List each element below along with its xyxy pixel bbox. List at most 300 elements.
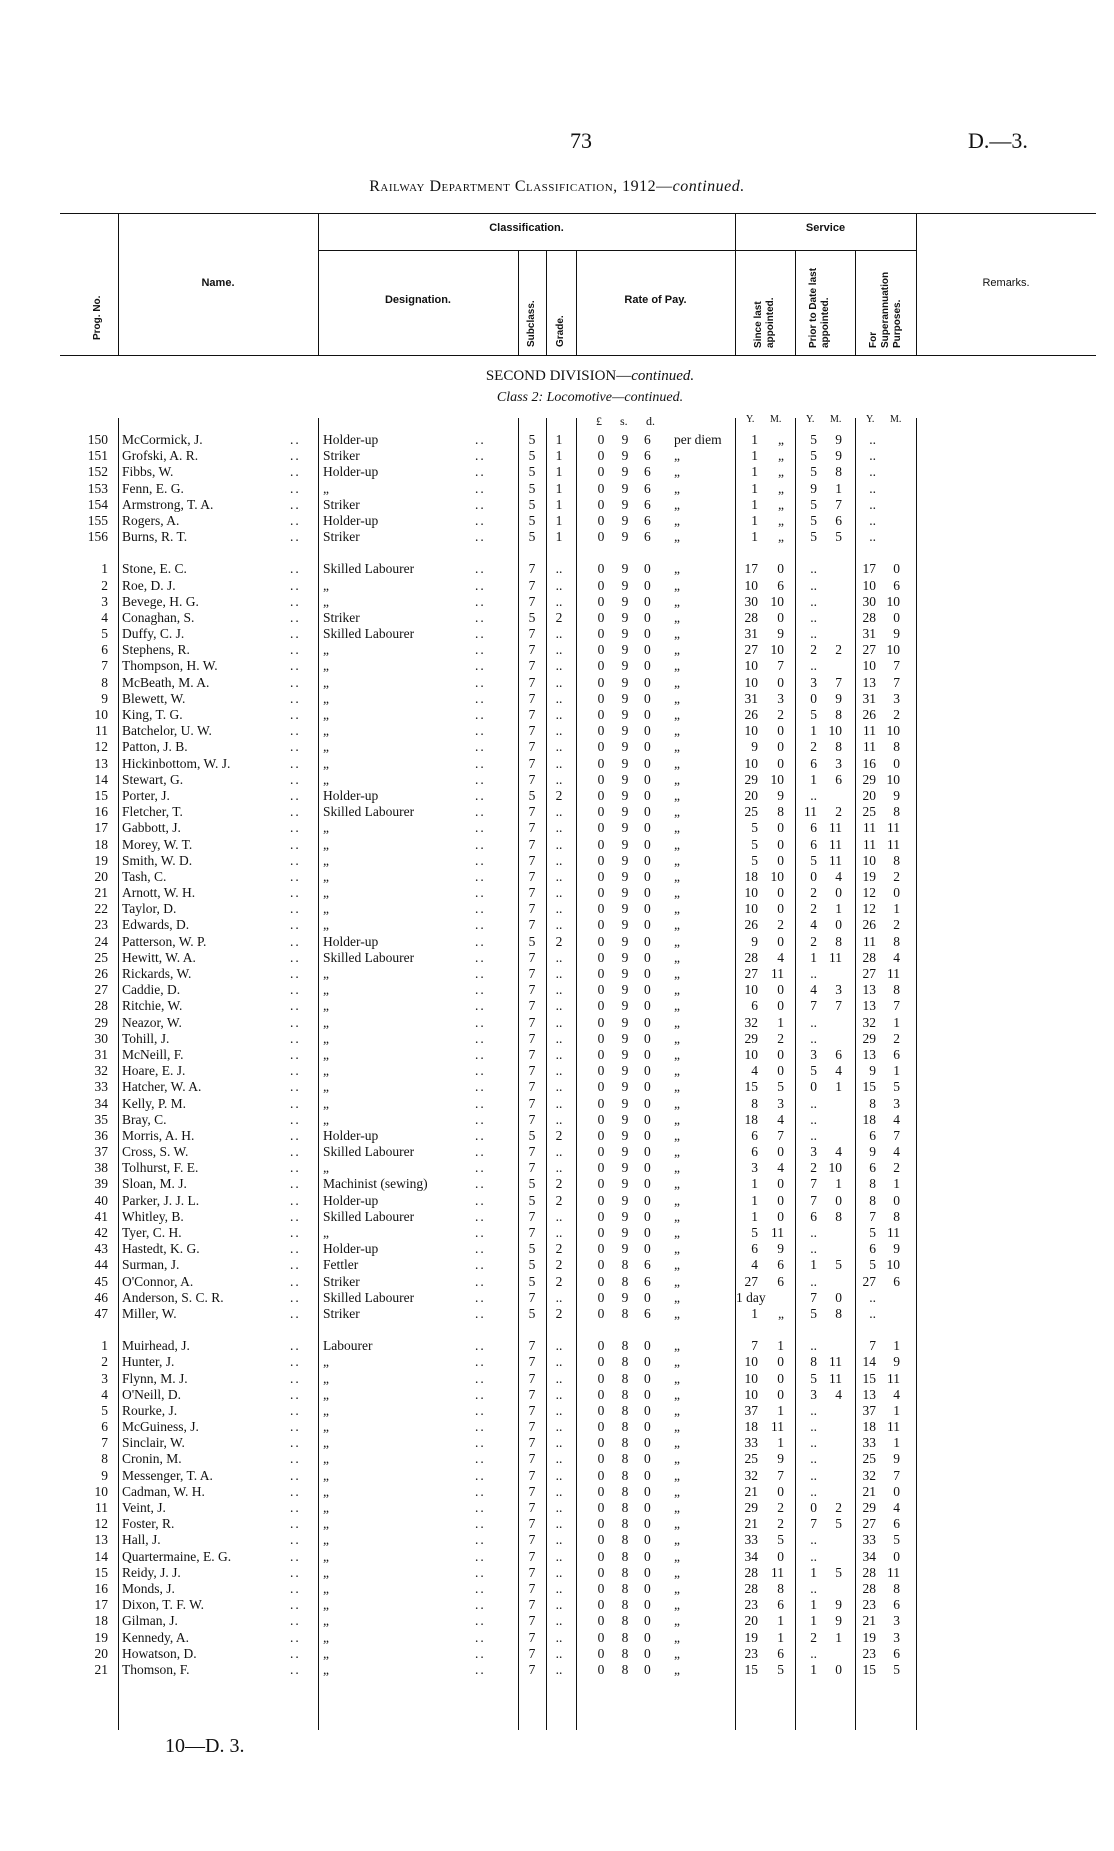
cell-subclass: 7 — [528, 1564, 536, 1580]
cell-grade: .. — [555, 1564, 563, 1580]
cell-since-years: 6 — [751, 1127, 758, 1143]
cell-pay-pence: 0 — [644, 787, 651, 803]
cell-designation: „ — [323, 982, 329, 998]
cell-prior-months: 4 — [835, 1144, 842, 1160]
table-row — [0, 1063, 1114, 1079]
cell-designation: Skilled Labourer — [323, 804, 415, 820]
cell-name: Tohill, J. — [122, 1030, 170, 1046]
cell-pay-pence: 0 — [644, 1516, 651, 1532]
cell-name: Sloan, M. J. — [122, 1176, 187, 1192]
cell-prog-no: 28 — [94, 998, 108, 1014]
cell-subclass: 7 — [528, 885, 536, 901]
cell-pay-note: „ — [674, 626, 680, 642]
header-classification: Classification. — [489, 222, 564, 234]
cell-super-years: 7 — [869, 1208, 876, 1224]
cell-pay-shillings: 9 — [621, 609, 629, 625]
cell-super-years: 19 — [862, 868, 876, 884]
cell-super-months: 8 — [893, 933, 900, 949]
cell-name: Edwards, D. — [122, 917, 190, 933]
cell-pay-pence: 0 — [644, 885, 651, 901]
cell-subclass: 7 — [528, 1500, 536, 1515]
cell-pay-pounds: 0 — [597, 626, 605, 642]
cell-grade: .. — [555, 561, 563, 577]
cell-prog-no: 25 — [94, 949, 108, 965]
table-row — [0, 1274, 1114, 1290]
leader-dots: .. — [475, 949, 486, 965]
cell-prior-months: 5 — [835, 1516, 842, 1532]
cell-pay-note: per diem — [674, 432, 722, 447]
cell-name: Howatson, D. — [122, 1645, 197, 1661]
cell-pay-note: „ — [674, 609, 680, 625]
cell-pay-pounds: 0 — [597, 1629, 605, 1645]
cell-pay-pounds: 0 — [597, 496, 605, 512]
cell-name: Thompson, H. W. — [122, 658, 218, 674]
cell-prog-no: 19 — [94, 852, 108, 868]
cell-grade: .. — [555, 1516, 563, 1532]
leader-dots: .. — [290, 1661, 301, 1677]
leader-dots: .. — [475, 642, 486, 658]
cell-super-years: 26 — [862, 707, 876, 722]
cell-pay-shillings: 8 — [621, 1273, 629, 1289]
group-spacer — [0, 1322, 1114, 1338]
cell-pay-pounds: 0 — [597, 771, 605, 787]
cell-name: Miller, W. — [122, 1305, 177, 1321]
cell-grade: .. — [555, 707, 563, 722]
cell-grade: 1 — [555, 432, 563, 447]
cell-prog-no: 11 — [95, 1500, 108, 1515]
cell-since-months: 0 — [777, 836, 784, 852]
cell-pay-shillings: 9 — [621, 1030, 629, 1046]
cell-designation: Striker — [323, 609, 360, 625]
cell-name: Morey, W. T. — [122, 836, 193, 852]
cell-since-years: 28 — [744, 609, 758, 625]
cell-subclass: 7 — [528, 723, 536, 739]
leader-dots: .. — [475, 1629, 486, 1645]
cell-pay-pence: 0 — [644, 609, 651, 625]
cell-designation: Striker — [323, 529, 360, 545]
cell-pay-shillings: 9 — [621, 642, 629, 658]
cell-pay-shillings: 9 — [621, 820, 629, 836]
cell-pay-pence: 0 — [644, 1629, 651, 1645]
cell-subclass: 7 — [528, 1386, 536, 1402]
cell-pay-pence: 0 — [644, 1354, 651, 1370]
cell-name: Patterson, W. P. — [122, 933, 207, 949]
cell-super-years: 23 — [862, 1597, 876, 1613]
leader-dots: .. — [475, 1014, 486, 1030]
cell-pay-note: „ — [674, 949, 680, 965]
leader-dots: .. — [475, 1241, 486, 1257]
cell-pay-note: „ — [674, 529, 680, 545]
cell-pay-note: „ — [674, 1629, 680, 1645]
document-reference: D.—3. — [968, 128, 1028, 153]
cell-subclass: 7 — [528, 1208, 536, 1224]
cell-grade: .. — [555, 1483, 563, 1499]
cell-pay-shillings: 8 — [621, 1613, 629, 1629]
cell-name: Surman, J. — [122, 1257, 180, 1273]
cell-super-years: 13 — [862, 674, 876, 690]
leader-dots: .. — [290, 707, 301, 722]
cell-pay-pence: 0 — [644, 1176, 651, 1192]
table-row — [0, 1209, 1114, 1225]
cell-pay-shillings: 9 — [621, 432, 629, 447]
cell-pay-note: „ — [674, 917, 680, 933]
cell-designation: „ — [323, 901, 329, 917]
cell-since-years: 10 — [744, 982, 758, 998]
cell-designation: „ — [323, 1467, 329, 1483]
cell-super-months: 4 — [893, 1144, 900, 1160]
cell-since-years: 5 — [751, 820, 758, 836]
cell-designation: „ — [323, 1564, 329, 1580]
cell-super-years: 16 — [862, 755, 876, 771]
cell-prior-years: 5 — [810, 448, 817, 464]
leader-dots: .. — [475, 1354, 486, 1370]
cell-since-years: 31 — [744, 626, 758, 642]
leader-dots: .. — [475, 739, 486, 755]
leader-dots: .. — [290, 1467, 301, 1483]
cell-subclass: 7 — [528, 1516, 536, 1532]
cell-pay-note: „ — [674, 787, 680, 803]
cell-grade: .. — [555, 1500, 563, 1515]
table-row — [0, 1419, 1114, 1435]
leader-dots: .. — [475, 1516, 486, 1532]
cell-prior-years: 5 — [810, 1370, 817, 1386]
cell-grade: .. — [555, 1225, 563, 1240]
cell-prior-years: .. — [810, 1483, 817, 1499]
header-since-last-appointed: Since last appointed. — [753, 297, 776, 348]
cell-pay-note: „ — [674, 1516, 680, 1532]
cell-prior-years: .. — [810, 1338, 817, 1354]
cell-subclass: 7 — [528, 1014, 536, 1030]
cell-prior-months: 11 — [829, 1370, 842, 1386]
cell-prog-no: 15 — [94, 787, 108, 803]
cell-name: Parker, J. J. L. — [122, 1192, 200, 1208]
cell-prior-years: .. — [810, 1111, 817, 1127]
cell-super-months: 4 — [893, 1500, 900, 1515]
cell-super-years: 17 — [862, 561, 876, 577]
cell-prog-no: 30 — [94, 1030, 108, 1046]
cell-prior-months: 2 — [835, 1500, 842, 1515]
cell-since-months: 0 — [777, 998, 784, 1014]
leader-dots: .. — [475, 885, 486, 901]
cell-pay-pounds: 0 — [597, 674, 605, 690]
cell-pay-shillings: 8 — [621, 1305, 629, 1321]
cell-super-years: 32 — [862, 1467, 876, 1483]
leader-dots: .. — [475, 804, 486, 820]
leader-dots: .. — [290, 1629, 301, 1645]
cell-pay-shillings: 9 — [621, 1208, 629, 1224]
cell-grade: .. — [555, 1386, 563, 1402]
cell-pay-pence: 0 — [644, 1030, 651, 1046]
cell-name: Kelly, P. M. — [122, 1095, 187, 1111]
table-row — [0, 658, 1114, 674]
table-row — [0, 1451, 1114, 1467]
cell-since-years: 10 — [744, 674, 758, 690]
cell-since-years: 23 — [744, 1645, 758, 1661]
cell-subclass: 7 — [528, 1629, 536, 1645]
cell-designation: „ — [323, 1435, 329, 1451]
cell-name: Rogers, A. — [122, 512, 180, 528]
cell-super-years: 11 — [863, 836, 876, 852]
cell-prior-months: 10 — [828, 1160, 842, 1176]
table-row — [0, 1435, 1114, 1451]
table-row — [0, 1193, 1114, 1209]
cell-since-years: 1 day — [736, 1289, 766, 1305]
cell-super-years: 15 — [862, 1079, 876, 1095]
cell-designation: „ — [323, 966, 329, 981]
cell-pay-pounds: 0 — [597, 1127, 605, 1143]
cell-pay-shillings: 9 — [621, 1144, 629, 1160]
cell-designation: „ — [323, 1402, 329, 1418]
cell-pay-pence: 0 — [644, 901, 651, 917]
cell-super-years: 7 — [869, 1338, 876, 1354]
cell-designation: Holder-up — [323, 432, 379, 447]
cell-grade: .. — [555, 1370, 563, 1386]
cell-super-years: 5 — [869, 1257, 876, 1273]
table-row — [0, 966, 1114, 982]
cell-prior-months: 6 — [835, 512, 842, 528]
cell-grade: .. — [555, 1144, 563, 1160]
cell-super-months: 8 — [893, 1208, 900, 1224]
cell-pay-note: „ — [674, 1241, 680, 1257]
cell-grade: .. — [555, 917, 563, 933]
cell-pay-shillings: 8 — [621, 1661, 629, 1677]
cell-pay-pence: 0 — [644, 1467, 651, 1483]
cell-pay-pence: 0 — [644, 1435, 651, 1451]
table-row — [0, 464, 1114, 480]
cell-prog-no: 18 — [94, 1613, 108, 1629]
cell-prior-years: .. — [810, 787, 817, 803]
cell-since-years: 10 — [744, 755, 758, 771]
cell-prior-years: 5 — [810, 852, 817, 868]
cell-pay-pounds: 0 — [597, 1580, 605, 1596]
cell-name: Fenn, E. G. — [122, 480, 184, 496]
cell-prior-years: 3 — [810, 1144, 817, 1160]
cell-pay-pounds: 0 — [597, 577, 605, 593]
cell-prog-no: 21 — [94, 885, 108, 901]
table-row — [0, 1565, 1114, 1581]
cell-since-months: 0 — [777, 609, 784, 625]
cell-pay-pounds: 0 — [597, 512, 605, 528]
cell-pay-shillings: 9 — [621, 496, 629, 512]
leader-dots: .. — [290, 1613, 301, 1629]
cell-name: Tolhurst, F. E. — [122, 1160, 199, 1176]
leader-dots: .. — [290, 1030, 301, 1046]
cell-pay-note: „ — [674, 1500, 680, 1515]
cell-subclass: 7 — [528, 917, 536, 933]
cell-prior-months: 3 — [835, 755, 842, 771]
cell-super-months: 11 — [887, 966, 900, 981]
leader-dots: .. — [475, 917, 486, 933]
cell-prior-months: 2 — [835, 804, 842, 820]
cell-since-months: 0 — [777, 1386, 784, 1402]
leader-dots: .. — [475, 496, 486, 512]
cell-name: Duffy, C. J. — [122, 626, 185, 642]
cell-prior-years: 2 — [810, 739, 817, 755]
cell-designation: „ — [323, 998, 329, 1014]
cell-pay-note: „ — [674, 1548, 680, 1564]
cell-since-years: 10 — [744, 1046, 758, 1062]
cell-prior-months: 8 — [835, 933, 842, 949]
cell-name: Cadman, W. H. — [122, 1483, 205, 1499]
table-row — [0, 1387, 1114, 1403]
cell-prior-years: 6 — [810, 1208, 817, 1224]
cell-subclass: 7 — [528, 642, 536, 658]
cell-pay-shillings: 8 — [621, 1257, 629, 1273]
cell-super-years: 13 — [862, 1386, 876, 1402]
cell-designation: „ — [323, 1629, 329, 1645]
cell-prog-no: 7 — [101, 658, 108, 674]
cell-grade: 1 — [555, 496, 563, 512]
cell-grade: .. — [555, 966, 563, 981]
cell-name: Stephens, R. — [122, 642, 190, 658]
leader-dots: .. — [290, 529, 301, 545]
cell-grade: .. — [555, 1661, 563, 1677]
leader-dots: .. — [475, 1532, 486, 1548]
table-row — [0, 1516, 1114, 1532]
cell-since-years: 1 — [751, 464, 758, 480]
cell-subclass: 5 — [528, 432, 536, 447]
cell-pay-pence: 0 — [644, 982, 651, 998]
cell-since-months: 2 — [777, 1500, 784, 1515]
cell-pay-pence: 6 — [644, 1305, 651, 1321]
cell-grade: .. — [555, 1613, 563, 1629]
cell-grade: .. — [555, 1402, 563, 1418]
section-title — [0, 368, 1114, 385]
leader-dots: .. — [290, 723, 301, 739]
cell-super-months: 11 — [887, 820, 900, 836]
cell-name: McBeath, M. A. — [122, 674, 210, 690]
cell-since-months: 11 — [771, 1564, 784, 1580]
cell-super-months: 7 — [893, 674, 900, 690]
cell-designation: „ — [323, 1532, 329, 1548]
cell-super-years: 21 — [862, 1483, 876, 1499]
cell-name: Neazor, W. — [122, 1014, 182, 1030]
cell-subclass: 7 — [528, 1370, 536, 1386]
cell-prog-no: 12 — [94, 739, 108, 755]
cell-super-years: 15 — [862, 1661, 876, 1677]
cell-super-months: 5 — [893, 1661, 900, 1677]
cell-pay-note: „ — [674, 1144, 680, 1160]
cell-pay-pounds: 0 — [597, 529, 605, 545]
cell-pay-pence: 0 — [644, 1127, 651, 1143]
cell-pay-pounds: 0 — [597, 1030, 605, 1046]
cell-pay-shillings: 9 — [621, 836, 629, 852]
cell-designation: Striker — [323, 1305, 360, 1321]
cell-pay-shillings: 9 — [621, 852, 629, 868]
cell-prior-years: 5 — [810, 1305, 817, 1321]
cell-name: Rourke, J. — [122, 1402, 178, 1418]
cell-super-months: 1 — [893, 1435, 900, 1451]
cell-super-years: 5 — [869, 1225, 876, 1240]
cell-grade: 2 — [555, 1273, 563, 1289]
table-row — [0, 950, 1114, 966]
cell-since-months: 0 — [777, 933, 784, 949]
cell-name: Foster, R. — [122, 1516, 175, 1532]
cell-prog-no: 11 — [95, 723, 108, 739]
cell-since-years: 10 — [744, 885, 758, 901]
table-row — [0, 1549, 1114, 1565]
cell-designation: „ — [323, 852, 329, 868]
cell-pay-pounds: 0 — [597, 1597, 605, 1613]
cell-name: Fibbs, W. — [122, 464, 174, 480]
cell-since-months: 0 — [777, 1176, 784, 1192]
cell-designation: „ — [323, 674, 329, 690]
cell-grade: .. — [555, 998, 563, 1014]
leader-dots: .. — [475, 755, 486, 771]
cell-name: Monds, J. — [122, 1580, 175, 1596]
leader-dots: .. — [475, 512, 486, 528]
cell-since-years: 4 — [751, 1257, 758, 1273]
table-row — [0, 756, 1114, 772]
page-number: 73 — [570, 128, 592, 153]
cell-since-months: 2 — [777, 1516, 784, 1532]
cell-prior-months: 5 — [835, 529, 842, 545]
cell-pay-shillings: 9 — [621, 626, 629, 642]
cell-super-years: 27 — [862, 1273, 876, 1289]
leader-dots: .. — [290, 966, 301, 981]
leader-dots: .. — [290, 1354, 301, 1370]
cell-pay-shillings: 9 — [621, 561, 629, 577]
cell-since-years: 25 — [744, 804, 758, 820]
leader-dots: .. — [290, 1257, 301, 1273]
leader-dots: .. — [475, 674, 486, 690]
cell-prior-months: 9 — [835, 1613, 842, 1629]
cell-subclass: 7 — [528, 1451, 536, 1467]
cell-pay-shillings: 9 — [621, 1095, 629, 1111]
cell-since-years: 1 — [751, 448, 758, 464]
cell-prior-years: 6 — [810, 755, 817, 771]
cell-subclass: 7 — [528, 739, 536, 755]
cell-subclass: 7 — [528, 1402, 536, 1418]
cell-pay-shillings: 9 — [621, 998, 629, 1014]
table-row — [0, 1484, 1114, 1500]
cell-prior-months: 4 — [835, 1063, 842, 1079]
leader-dots: .. — [475, 1548, 486, 1564]
table-row — [0, 1630, 1114, 1646]
leader-dots: .. — [475, 1613, 486, 1629]
cell-designation: Striker — [323, 448, 360, 464]
cell-prior-years: .. — [810, 1095, 817, 1111]
cell-designation: „ — [323, 690, 329, 706]
table-row — [0, 1354, 1114, 1370]
cell-name: Conaghan, S. — [122, 609, 195, 625]
cell-super-months: 10 — [886, 642, 900, 658]
cell-grade: .. — [555, 852, 563, 868]
cell-pay-pence: 0 — [644, 1046, 651, 1062]
cell-since-years: 28 — [744, 949, 758, 965]
cell-super-years: 32 — [862, 1014, 876, 1030]
cell-pay-note: „ — [674, 674, 680, 690]
leader-dots: .. — [290, 998, 301, 1014]
cell-since-months: 0 — [777, 852, 784, 868]
cell-pay-pounds: 0 — [597, 1014, 605, 1030]
cell-grade: .. — [555, 1208, 563, 1224]
cell-designation: „ — [323, 1451, 329, 1467]
cell-since-years: 21 — [744, 1483, 758, 1499]
cell-since-months: 0 — [777, 1192, 784, 1208]
cell-pay-note: „ — [674, 901, 680, 917]
cell-pay-note: „ — [674, 448, 680, 464]
cell-name: Messenger, T. A. — [122, 1467, 213, 1483]
cell-pay-shillings: 9 — [621, 966, 629, 981]
cell-super-years: 27 — [862, 966, 876, 981]
cell-super-months: 1 — [893, 1402, 900, 1418]
cell-prior-years: .. — [810, 1273, 817, 1289]
cell-since-years: 7 — [751, 1338, 758, 1354]
table-row — [0, 1176, 1114, 1192]
cell-pay-pounds: 0 — [597, 561, 605, 577]
cell-designation: „ — [323, 1354, 329, 1370]
